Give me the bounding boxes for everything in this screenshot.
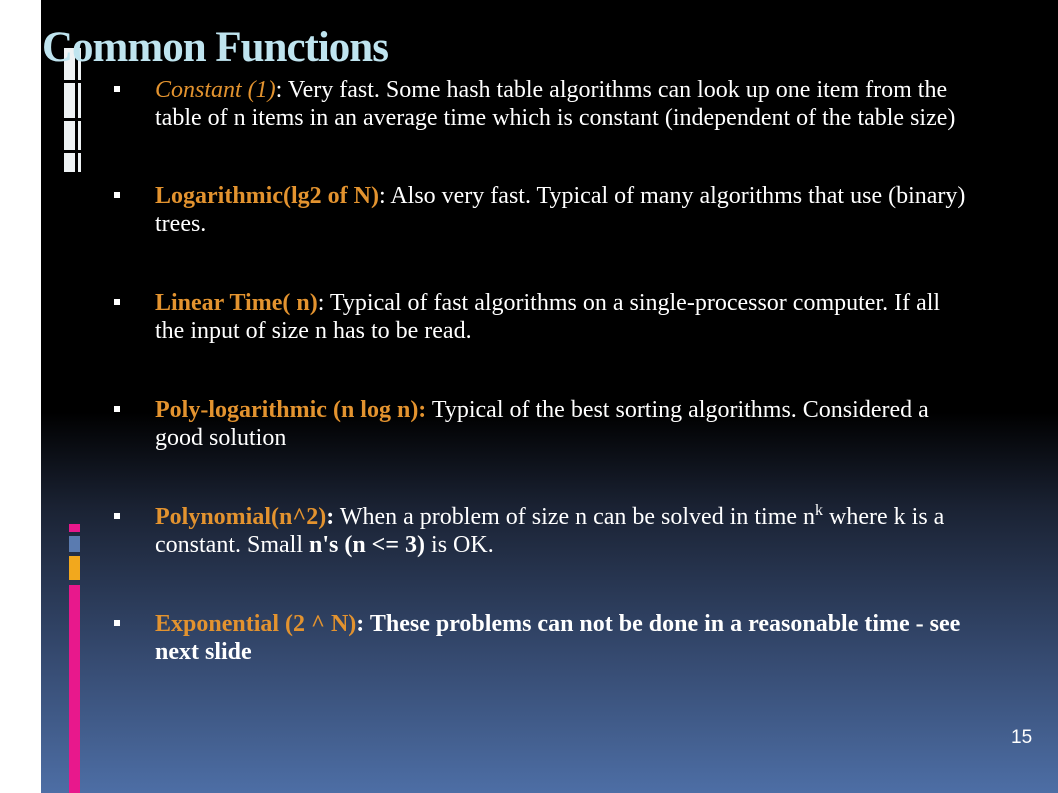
bullet-superscript: k	[815, 502, 824, 519]
bullet-marker-icon	[114, 299, 120, 305]
bullet-item	[114, 396, 974, 452]
bullet-bold-text: n's (n <= 3)	[308, 532, 426, 558]
bullet-term: Constant (1)	[155, 77, 276, 103]
slide-title: Common Functions	[42, 24, 388, 71]
page-number: 15	[1011, 727, 1033, 748]
bullet-text: where k is a constant. Small	[155, 504, 945, 558]
bullet-text: is OK.	[425, 532, 494, 558]
bullet-term: Logarithmic(lg2 of N)	[155, 183, 379, 209]
bullet-item	[114, 610, 974, 666]
bullet-separator: :	[326, 504, 335, 530]
bullet-list	[114, 76, 974, 666]
bullet-marker-icon	[114, 406, 120, 412]
bullet-text: Also very fast. Typical of many algorithms that use (binary) trees.	[155, 183, 966, 237]
bullet-text: These problems can not be done in a reasonable time - see next slide	[155, 611, 961, 665]
bullet-term: Poly-logarithmic (n log n):	[155, 397, 427, 423]
bullet-item	[114, 503, 974, 559]
decorative-line	[64, 80, 82, 83]
bullet-text: Typical of the best sorting algorithms. Considered a good solution	[155, 397, 929, 451]
bullet-separator: :	[356, 611, 365, 637]
decorative-line	[64, 150, 82, 153]
decorative-line	[64, 118, 82, 121]
bullet-text: Typical of fast algorithms on a single-processor computer. If all the input of size n has to be read.	[155, 290, 941, 344]
decorative-bar	[69, 536, 80, 552]
bullet-term: Linear Time( n)	[155, 290, 318, 316]
bullet-separator: :	[275, 77, 283, 103]
bullet-item	[114, 182, 974, 238]
bullet-marker-icon	[114, 86, 120, 92]
bullet-marker-icon	[114, 192, 120, 198]
bullet-separator: :	[378, 183, 386, 209]
bullet-separator: :	[317, 290, 325, 316]
bullet-marker-icon	[114, 513, 120, 519]
bullet-text: When a problem of size n can be solved in time n	[334, 504, 816, 530]
bullet-term: Exponential (2 ^ N)	[155, 611, 357, 637]
bullet-item	[114, 289, 974, 345]
decorative-bar	[69, 585, 80, 793]
bullet-term: Polynomial(n^2)	[155, 504, 327, 530]
decorative-bar	[69, 556, 80, 580]
bullet-item	[114, 76, 974, 132]
bullet-marker-icon	[114, 620, 120, 626]
bullet-text: Very fast. Some hash table algorithms can look up one item from the table of n items in an average time which is constant (independent of the table size)	[155, 77, 956, 131]
left-white-strip	[0, 0, 41, 793]
decorative-bar	[69, 524, 80, 532]
